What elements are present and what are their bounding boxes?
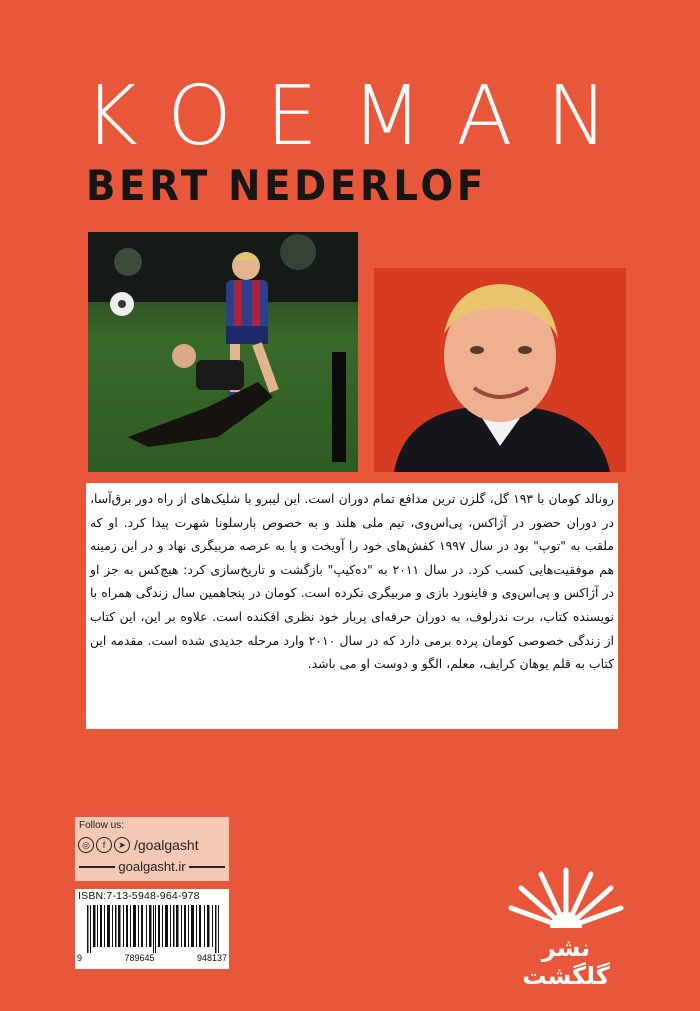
instagram-icon[interactable]: ◎ xyxy=(78,837,94,853)
facebook-icon[interactable]: f xyxy=(96,837,112,853)
author-name: BERT NEDERLOF xyxy=(86,161,487,210)
book-title: KOEMAN xyxy=(84,69,642,164)
barcode xyxy=(75,889,229,969)
website-link[interactable]: goalgasht.ir xyxy=(118,859,186,874)
divider xyxy=(189,866,225,868)
divider xyxy=(79,866,115,868)
publisher-logo xyxy=(505,862,627,990)
publisher-name: نشر گلگشت xyxy=(522,934,610,990)
telegram-icon[interactable]: ➤ xyxy=(114,837,130,853)
barcode-bars xyxy=(87,905,221,953)
barcode-digit: 9 xyxy=(77,953,83,963)
social-handle: /goalgasht xyxy=(134,837,199,853)
portrait-photo xyxy=(374,268,626,472)
social-box xyxy=(75,817,229,881)
isbn-label: ISBN:7-13-5948-964-978 xyxy=(78,890,200,902)
sun-rays-icon xyxy=(505,862,627,934)
barcode-digit: 948137 xyxy=(196,953,227,963)
action-photo xyxy=(88,232,358,472)
blurb-box xyxy=(86,483,618,729)
follow-label: Follow us: xyxy=(79,820,125,831)
barcode-digit: 789645 xyxy=(124,953,155,963)
blurb-text: رونالد کومان با ۱۹۳ گل، گلزن ترین مدافع تمام دوران است. این لیبرو با شلیک‌های از راه دور برق‌آسا، در دوران حضور در آژاکس، پی‌اس‌وی، تیم ملی هلند و به خصوص بارسلونا شهرت پیدا کرد. او که ملقب به "توپ" بود در سال ۱۹۹۷ کفش‌های خود را آویخت و پا به عرصه مربیگری نهاد و در این زمینه هم موفقیت‌هایی کسب کرد. در سال ۲۰۱۱ به "ده‌کیپ" بازگشت و تاریخ‌سازی کرد: هیچ‌کس به جز او در آژاکس و پی‌اس‌وی و فاینورد بازی و مربیگری نکرده است. کومان در پنجاهمین سال زندگی همراه با نویسنده کتاب، برت ندرلوف، به دوران حرفه‌ای پربار خود نظری افکنده است. علاوه بر این، این کتاب از زندگی خصوصی کومان پرده برمی دارد که در سال ۲۰۱۰ وارد مرحله جدیدی شده است. مقدمه این کتاب به قلم یوهان کرایف، معلم، الگو و دوست او می باشد. xyxy=(90,491,615,672)
